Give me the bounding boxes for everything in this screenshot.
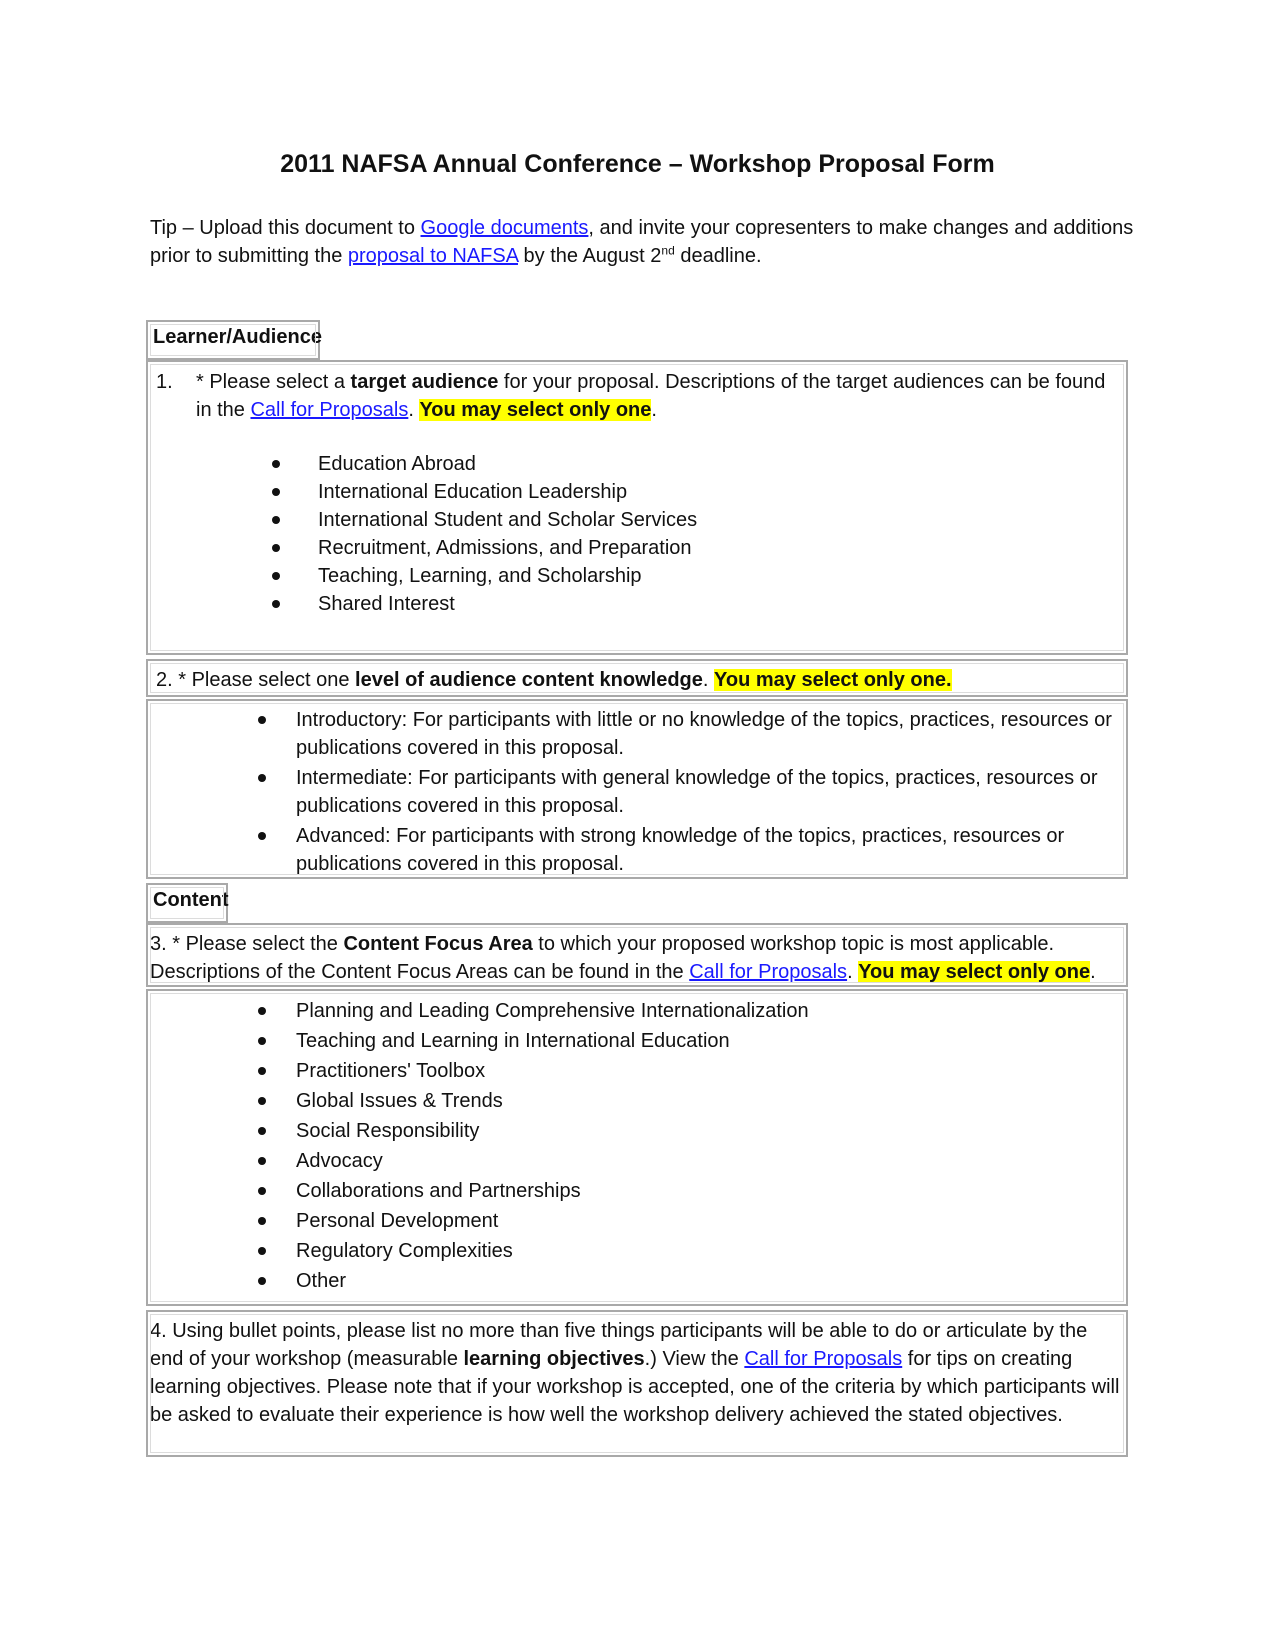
- tip-paragraph: [150, 214, 1140, 270]
- list-item-label: Advanced: For participants with strong knowledge of the topics, practices, resources or publications covered in this proposal.: [296, 825, 1065, 875]
- list-item: [270, 590, 1118, 618]
- bullet-icon: [258, 1037, 266, 1045]
- list-item: [258, 1027, 1114, 1055]
- proposal-to-nafsa-link[interactable]: proposal to NAFSA: [347, 245, 518, 267]
- bullet-icon: [258, 1277, 266, 1285]
- list-item: [258, 997, 1114, 1025]
- call-for-proposals-link[interactable]: Call for Proposals: [250, 399, 409, 421]
- list-item-label: Personal Development: [296, 1210, 499, 1232]
- select-one-highlight: You may select only one: [858, 961, 1091, 983]
- list-item-label: Intermediate: For participants with general knowledge of the topics, practices, resources or publications covered in this proposal.: [296, 767, 1098, 817]
- question-text: to which your proposed workshop topic is most applicable. Descriptions of the Content Focus Areas can be found in the: [150, 933, 1055, 983]
- list-item: [270, 478, 1118, 506]
- question-text: * Please select a: [196, 371, 351, 393]
- tip-text: by the August 2: [517, 245, 662, 267]
- list-item: [258, 1117, 1114, 1145]
- bullet-icon: [258, 1187, 266, 1195]
- ordinal-suffix: nd: [661, 243, 675, 258]
- question-3-box: [146, 923, 1128, 987]
- list-item: [270, 450, 1118, 478]
- list-item-label: Advocacy: [296, 1150, 383, 1172]
- list-item-label: Social Responsibility: [296, 1120, 480, 1142]
- question-text: .: [702, 669, 715, 691]
- question-text: .: [408, 399, 420, 421]
- tip-text: deadline.: [674, 245, 762, 267]
- bullet-icon: [272, 488, 280, 496]
- knowledge-level-box: [146, 699, 1128, 879]
- bullet-icon: [272, 544, 280, 552]
- select-one-highlight: You may select only one.: [714, 669, 952, 691]
- list-item-label: Global Issues & Trends: [296, 1090, 503, 1112]
- list-item: [258, 1057, 1114, 1085]
- call-for-proposals-link[interactable]: Call for Proposals: [744, 1348, 903, 1370]
- bullet-icon: [258, 774, 266, 782]
- question-text: .: [651, 399, 657, 421]
- question-number: 2.: [156, 669, 173, 691]
- bullet-icon: [272, 516, 280, 524]
- question-1-box: [146, 360, 1128, 655]
- list-item-label: Recruitment, Admissions, and Preparation: [318, 537, 692, 559]
- page-title: 2011 NAFSA Annual Conference – Workshop Proposal Form: [280, 150, 995, 178]
- section-header-content: Content: [146, 883, 228, 923]
- list-item-label: Collaborations and Partnerships: [296, 1180, 581, 1202]
- list-item-label: Introductory: For participants with little or no knowledge of the topics, practices, resources or publications covered in this proposal.: [296, 709, 1112, 759]
- question-text: for tips on creating learning objectives. Please note that if your workshop is accepted, one of the criteria by which participants will be asked to evaluate their experience is how well the workshop delivery achieved the stated objectives.: [150, 1348, 1120, 1426]
- list-item: [258, 822, 1114, 878]
- question-text: .) View the: [644, 1348, 745, 1370]
- list-item-label: Shared Interest: [318, 593, 455, 615]
- question-keyword: Content Focus Area: [343, 933, 533, 955]
- bullet-icon: [272, 600, 280, 608]
- question-1-text: [156, 368, 1118, 424]
- list-item: [270, 562, 1118, 590]
- bullet-icon: [258, 1217, 266, 1225]
- question-text: for your proposal. Descriptions of the target audiences can be found in the: [196, 371, 1106, 421]
- list-item: [258, 1237, 1114, 1265]
- bullet-icon: [258, 1157, 266, 1165]
- call-for-proposals-link[interactable]: Call for Proposals: [689, 961, 848, 983]
- list-item-label: Education Abroad: [318, 453, 476, 475]
- bullet-icon: [258, 832, 266, 840]
- question-text: .: [1090, 961, 1096, 983]
- question-number: 1.: [156, 371, 173, 393]
- knowledge-level-list: [258, 706, 1114, 878]
- tip-text: , and invite your copresenters to make changes and additions prior to submitting the: [150, 217, 1134, 267]
- list-item: [258, 706, 1114, 762]
- bullet-icon: [258, 1247, 266, 1255]
- question-keyword: level of audience content knowledge: [355, 669, 703, 691]
- question-text: 4. Using bullet points, please list no more than five things participants will be able to do or articulate by the end of your workshop (measurable: [150, 1320, 1088, 1370]
- list-item-label: Teaching and Learning in International Education: [296, 1030, 730, 1052]
- list-item: [258, 764, 1114, 820]
- question-keyword: target audience: [350, 371, 499, 393]
- bullet-icon: [258, 1067, 266, 1075]
- list-item-label: Planning and Leading Comprehensive Internationalization: [296, 1000, 809, 1022]
- content-focus-list: [258, 997, 1114, 1295]
- list-item-label: Other: [296, 1270, 347, 1292]
- question-4-box: [146, 1310, 1128, 1457]
- bullet-icon: [258, 716, 266, 724]
- list-item: [258, 1267, 1114, 1295]
- list-item: [258, 1087, 1114, 1115]
- section-header-learner-audience: Learner/Audience: [146, 320, 320, 360]
- bullet-icon: [272, 460, 280, 468]
- question-text: * Please select one: [172, 669, 356, 691]
- google-documents-link[interactable]: Google documents: [420, 217, 589, 239]
- list-item-label: Practitioners' Toolbox: [296, 1060, 486, 1082]
- list-item-label: Regulatory Complexities: [296, 1240, 513, 1262]
- target-audience-list: [156, 450, 1118, 618]
- bullet-icon: [258, 1127, 266, 1135]
- content-focus-box: [146, 989, 1128, 1306]
- bullet-icon: [272, 572, 280, 580]
- select-one-highlight: You may select only one: [419, 399, 652, 421]
- list-item-label: International Education Leadership: [318, 481, 628, 503]
- question-text: 3. * Please select the: [150, 933, 344, 955]
- bullet-icon: [258, 1007, 266, 1015]
- list-item: [270, 534, 1118, 562]
- list-item: [258, 1177, 1114, 1205]
- list-item: [270, 506, 1118, 534]
- list-item-label: International Student and Scholar Services: [318, 509, 698, 531]
- tip-text: Tip – Upload this document to: [150, 217, 421, 239]
- bullet-icon: [258, 1097, 266, 1105]
- question-text: .: [847, 961, 859, 983]
- question-keyword: learning objectives: [463, 1348, 645, 1370]
- list-item: [258, 1207, 1114, 1235]
- list-item: [258, 1147, 1114, 1175]
- question-2-box: [146, 659, 1128, 697]
- list-item-label: Teaching, Learning, and Scholarship: [318, 565, 642, 587]
